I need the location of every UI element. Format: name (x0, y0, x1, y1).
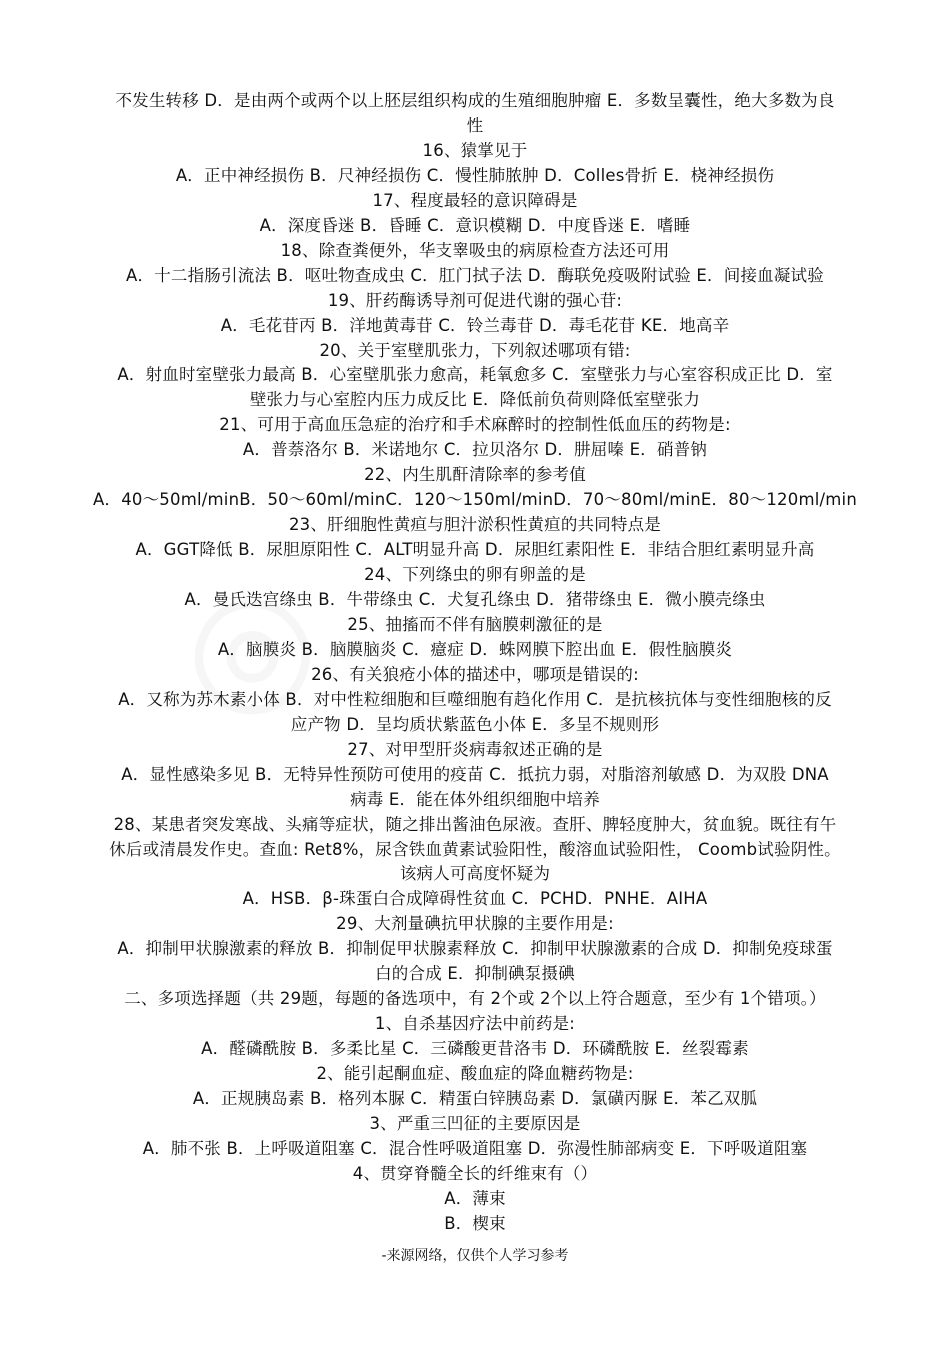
text-line: 22、内生肌酐清除率的参考值 (364, 465, 586, 485)
text-line: 性 (466, 115, 484, 135)
text-line: A．GGT降低 B．尿胆原阳性 C．ALT明显升高 D．尿胆红素阳性 E．非结合胆红素明显升高 (135, 540, 815, 560)
text-line: A．薄束 (444, 1188, 506, 1208)
text-line: B．楔束 (444, 1213, 506, 1233)
text-line: A．十二指肠引流法 B．呕吐物查成虫 C．肛门拭子法 D．酶联免疫吸附试验 E．间接血凝试验 (126, 265, 824, 285)
text-line: 27、对甲型肝炎病毒叙述正确的是 (347, 739, 603, 759)
text-line: 23、肝细胞性黄疸与胆汁淤积性黄疸的共同特点是 (288, 515, 662, 535)
text-line: 28、某患者突发寒战、头痛等症状，随之排出酱油色尿液。查肝、脾轻度肿大，贫血貌。既往有午 (113, 814, 837, 834)
text-line: 19、肝药酶诱导剂可促进代谢的强心苷: (327, 290, 623, 310)
text-line: 3、严重三凹征的主要原因是 (369, 1113, 581, 1133)
text-line: A．又称为苏木素小体 B．对中性粒细胞和巨噬细胞有趋化作用 C．是抗核抗体与变性细胞核的反 (118, 689, 832, 709)
text-line: A．毛花苷丙 B．洋地黄毒苷 C．铃兰毒苷 D．毒毛花苷 KE．地高辛 (220, 315, 730, 335)
page-footer: -来源网络，仅供个人学习参考 (381, 1248, 569, 1264)
text-line: 20、关于室壁肌张力，下列叙述哪项有错: (319, 340, 631, 360)
text-line: 壁张力与心室腔内压力成反比 E．降低前负荷则降低室壁张力 (249, 390, 701, 410)
text-line: A．醛磷酰胺 B．多柔比星 C．三磷酸更昔洛韦 D．环磷酰胺 E．丝裂霉素 (201, 1039, 749, 1059)
text-line: 休后或清晨发作史。查血: Ret8%，尿含铁血黄素试验阳性，酸溶血试验阳性， Coomb试验阴性。 (109, 839, 841, 859)
text-line: 24、下列绦虫的卵有卵盖的是 (364, 565, 586, 585)
text-line: A．射血时室壁张力最高 B．心室壁肌张力愈高，耗氧愈多 C．室壁张力与心室容积成正比 D．室 (117, 365, 833, 385)
text-line: A．曼氏迭宫绦虫 B．牛带绦虫 C．犬复孔绦虫 D．猪带绦虫 E．微小膜壳绦虫 (184, 590, 766, 609)
text-line: A．HSB．β-珠蛋白合成障碍性贫血 C．PCHD．PNHE．AIHA (242, 889, 708, 909)
text-line: A．脑膜炎 B．脑膜脑炎 C．癔症 D．蛛网膜下腔出血 E．假性脑膜炎 (217, 639, 733, 659)
text-line: A．40～50ml/minB．50～60ml/minC．120～150ml/minD．70～80ml/minE．80～120ml/min (93, 490, 857, 510)
text-line: A．显性感染多见 B．无特异性预防可使用的疫苗 C．抵抗力弱，对脂溶剂敏感 D．为双股 DNA (121, 764, 829, 784)
text-line: 2、能引起酮血症、酸血症的降血糖药物是: (316, 1064, 634, 1084)
text-line: 病毒 E．能在体外组织细胞中培养 (350, 789, 600, 809)
text-line: 不发生转移 D．是由两个或两个以上胚层组织构成的生殖细胞肿瘤 E．多数呈囊性，绝大多数为良 (115, 91, 835, 110)
text-line: 17、程度最轻的意识障碍是 (372, 190, 578, 210)
text-line: 25、抽搐而不伴有脑膜刺激征的是 (347, 614, 603, 634)
text-line: 26、有关狼疮小体的描述中，哪项是错误的: (311, 664, 639, 684)
text-line: 该病人可高度怀疑为 (399, 864, 551, 884)
text-line: 应产物 D．呈均质状紫蓝色小体 E．多呈不规则形 (290, 714, 660, 734)
text-line: 白的合成 E．抑制碘泵摄碘 (375, 964, 575, 984)
text-line: 4、贯穿脊髓全长的纤维束有（） (352, 1163, 598, 1183)
text-line: 18、除查粪便外，华支睾吸虫的病原检查方法还可用 (280, 240, 670, 260)
text-line: 21、可用于高血压急症的治疗和手术麻醉时的控制性低血压的药物是: (219, 415, 731, 435)
text-line: A．正规胰岛素 B．格列本脲 C．精蛋白锌胰岛素 D．氯磺丙脲 E．苯乙双胍 (192, 1089, 758, 1108)
text-line: A．普萘洛尔 B．米诺地尔 C．拉贝洛尔 D．肼屈嗪 E．硝普钠 (242, 440, 708, 460)
text-line: 二、多项选择题（共 29题，每题的备选项中，有 2个或 2个以上符合题意，至少有 1个错项。） (124, 989, 826, 1009)
text-line: A．肺不张 B．上呼吸道阻塞 C．混合性呼吸道阻塞 D．弥漫性肺部病变 E．下呼吸道阻塞 (142, 1138, 808, 1158)
text-line: A．深度昏迷 B．昏睡 C．意识模糊 D．中度昏迷 E．嗜睡 (259, 215, 691, 235)
text-line: 1、自杀基因疗法中前药是: (374, 1014, 576, 1034)
text-line: A．抑制甲状腺激素的释放 B．抑制促甲状腺素释放 C．抑制甲状腺激素的合成 D．抑制免疫球蛋 (117, 939, 833, 959)
text-line: 29、大剂量碘抗甲状腺的主要作用是: (336, 914, 614, 934)
text-line: A．正中神经损伤 B．尺神经损伤 C．慢性肺脓肿 D．Colles骨折 E．桡神经损伤 (175, 165, 775, 185)
text-line: 16、猿掌见于 (422, 140, 528, 160)
